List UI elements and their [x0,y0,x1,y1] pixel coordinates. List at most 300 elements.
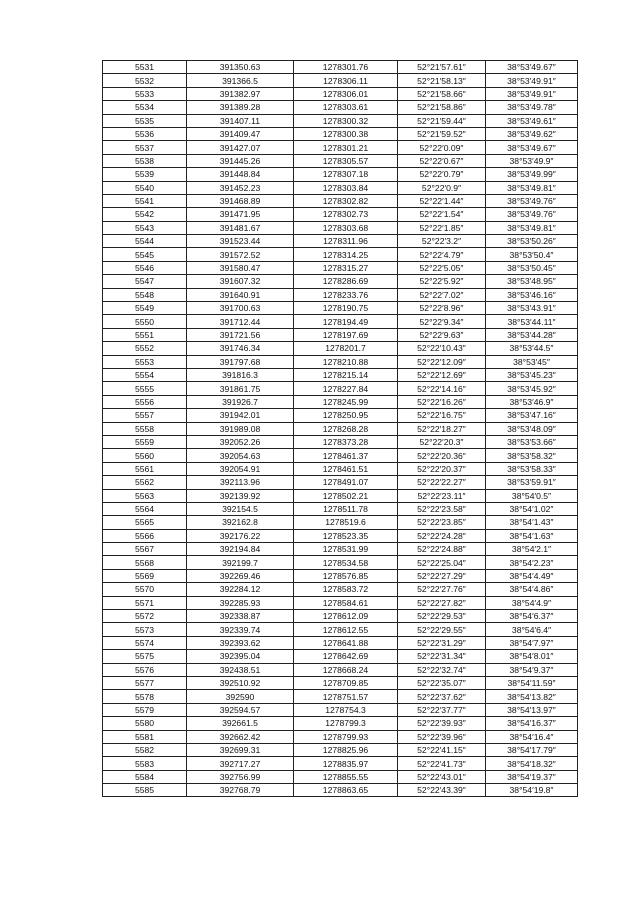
x-coordinate-cell: 391580.47 [187,261,294,274]
point-number-cell: 5576 [103,663,187,676]
latitude-cell: 52°22′1.44″ [398,194,486,207]
longitude-cell: 38°54′18.32″ [486,757,578,770]
point-number-cell: 5559 [103,435,187,448]
y-coordinate-cell: 1278612.09 [294,610,398,623]
longitude-cell: 38°54′11.59″ [486,676,578,689]
longitude-cell: 38°53′49.61″ [486,114,578,127]
x-coordinate-cell: 392590 [187,690,294,703]
x-coordinate-cell: 392756.99 [187,770,294,783]
x-coordinate-cell: 392395.04 [187,650,294,663]
longitude-cell: 38°53′44.5″ [486,342,578,355]
table-row [103,703,578,716]
x-coordinate-cell: 392194.84 [187,543,294,556]
y-coordinate-cell: 1278461.51 [294,462,398,475]
y-coordinate-cell: 1278311.96 [294,235,398,248]
point-number-cell: 5584 [103,770,187,783]
latitude-cell: 52°22′4.79″ [398,248,486,261]
point-number-cell: 5580 [103,717,187,730]
latitude-cell: 52°21′59.52″ [398,127,486,140]
y-coordinate-cell: 1278215.14 [294,368,398,381]
x-coordinate-cell: 391409.47 [187,127,294,140]
x-coordinate-cell: 392054.63 [187,449,294,462]
y-coordinate-cell: 1278194.49 [294,315,398,328]
longitude-cell: 38°54′9.37″ [486,663,578,676]
table-row [103,435,578,448]
latitude-cell: 52°22′20.36″ [398,449,486,462]
latitude-cell: 52°22′23.58″ [398,502,486,515]
x-coordinate-cell: 391350.63 [187,61,294,74]
latitude-cell: 52°22′27.76″ [398,583,486,596]
table-row [103,355,578,368]
y-coordinate-cell: 1278314.25 [294,248,398,261]
y-coordinate-cell: 1278197.69 [294,328,398,341]
y-coordinate-cell: 1278825.96 [294,743,398,756]
table-row [103,757,578,770]
longitude-cell: 38°54′4.9″ [486,596,578,609]
y-coordinate-cell: 1278642.69 [294,650,398,663]
longitude-cell: 38°53′58.32″ [486,449,578,462]
x-coordinate-cell: 391366.5 [187,74,294,87]
table-row [103,596,578,609]
x-coordinate-cell: 392510.92 [187,676,294,689]
latitude-cell: 52°22′27.29″ [398,569,486,582]
longitude-cell: 38°53′50.45″ [486,261,578,274]
point-number-cell: 5579 [103,703,187,716]
point-number-cell: 5553 [103,355,187,368]
point-number-cell: 5555 [103,382,187,395]
longitude-cell: 38°54′13.97″ [486,703,578,716]
table-row [103,650,578,663]
point-number-cell: 5544 [103,235,187,248]
latitude-cell: 52°22′5.92″ [398,275,486,288]
y-coordinate-cell: 1278303.84 [294,181,398,194]
table-row [103,61,578,74]
point-number-cell: 5573 [103,623,187,636]
y-coordinate-cell: 1278303.61 [294,101,398,114]
latitude-cell: 52°22′43.01″ [398,770,486,783]
longitude-cell: 38°54′7.97″ [486,636,578,649]
point-number-cell: 5552 [103,342,187,355]
x-coordinate-cell: 392339.74 [187,623,294,636]
table-row [103,275,578,288]
latitude-cell: 52°22′35.07″ [398,676,486,689]
table-row [103,208,578,221]
point-number-cell: 5578 [103,690,187,703]
point-number-cell: 5570 [103,583,187,596]
point-number-cell: 5577 [103,676,187,689]
longitude-cell: 38°53′49.67″ [486,61,578,74]
x-coordinate-cell: 391926.7 [187,395,294,408]
x-coordinate-cell: 392285.93 [187,596,294,609]
latitude-cell: 52°21′58.86″ [398,101,486,114]
latitude-cell: 52°22′31.29″ [398,636,486,649]
y-coordinate-cell: 1278583.72 [294,583,398,596]
point-number-cell: 5565 [103,516,187,529]
latitude-cell: 52°22′20.37″ [398,462,486,475]
point-number-cell: 5557 [103,409,187,422]
x-coordinate-cell: 391481.67 [187,221,294,234]
point-number-cell: 5540 [103,181,187,194]
x-coordinate-cell: 391721.56 [187,328,294,341]
point-number-cell: 5554 [103,368,187,381]
latitude-cell: 52°22′3.2″ [398,235,486,248]
latitude-cell: 52°22′23.11″ [398,489,486,502]
latitude-cell: 52°22′10.43″ [398,342,486,355]
x-coordinate-cell: 392594.57 [187,703,294,716]
longitude-cell: 38°53′53.66″ [486,435,578,448]
longitude-cell: 38°53′43.91″ [486,302,578,315]
longitude-cell: 38°53′49.91″ [486,74,578,87]
latitude-cell: 52°21′58.66″ [398,87,486,100]
latitude-cell: 52°22′9.34″ [398,315,486,328]
longitude-cell: 38°54′17.79″ [486,743,578,756]
y-coordinate-cell: 1278201.7 [294,342,398,355]
longitude-cell: 38°53′49.76″ [486,194,578,207]
table-row [103,248,578,261]
y-coordinate-cell: 1278301.76 [294,61,398,74]
point-number-cell: 5581 [103,730,187,743]
point-number-cell: 5548 [103,288,187,301]
point-number-cell: 5543 [103,221,187,234]
coordinates-table [102,60,578,797]
point-number-cell: 5551 [103,328,187,341]
y-coordinate-cell: 1278268.28 [294,422,398,435]
point-number-cell: 5567 [103,543,187,556]
y-coordinate-cell: 1278855.55 [294,770,398,783]
x-coordinate-cell: 391448.84 [187,168,294,181]
x-coordinate-cell: 391861.75 [187,382,294,395]
x-coordinate-cell: 391746.34 [187,342,294,355]
point-number-cell: 5575 [103,650,187,663]
y-coordinate-cell: 1278584.61 [294,596,398,609]
longitude-cell: 38°53′49.67″ [486,141,578,154]
longitude-cell: 38°54′1.43″ [486,516,578,529]
table-row [103,154,578,167]
point-number-cell: 5542 [103,208,187,221]
point-number-cell: 5568 [103,556,187,569]
table-row [103,288,578,301]
table-row [103,368,578,381]
x-coordinate-cell: 391468.89 [187,194,294,207]
table-row [103,569,578,582]
y-coordinate-cell: 1278576.85 [294,569,398,582]
longitude-cell: 38°53′49.78″ [486,101,578,114]
table-row [103,302,578,315]
longitude-cell: 38°54′6.4″ [486,623,578,636]
y-coordinate-cell: 1278863.65 [294,784,398,797]
point-number-cell: 5546 [103,261,187,274]
longitude-cell: 38°53′46.16″ [486,288,578,301]
x-coordinate-cell: 391523.44 [187,235,294,248]
longitude-cell: 38°53′44.28″ [486,328,578,341]
point-number-cell: 5562 [103,476,187,489]
point-number-cell: 5564 [103,502,187,515]
x-coordinate-cell: 391816.3 [187,368,294,381]
latitude-cell: 52°22′7.02″ [398,288,486,301]
y-coordinate-cell: 1278531.99 [294,543,398,556]
latitude-cell: 52°22′1.85″ [398,221,486,234]
table-row [103,422,578,435]
x-coordinate-cell: 392717.27 [187,757,294,770]
longitude-cell: 38°54′1.02″ [486,502,578,515]
point-number-cell: 5538 [103,154,187,167]
longitude-cell: 38°54′1.63″ [486,529,578,542]
y-coordinate-cell: 1278523.35 [294,529,398,542]
longitude-cell: 38°53′47.16″ [486,409,578,422]
y-coordinate-cell: 1278641.88 [294,636,398,649]
point-number-cell: 5560 [103,449,187,462]
table-row [103,328,578,341]
point-number-cell: 5547 [103,275,187,288]
point-number-cell: 5571 [103,596,187,609]
table-row [103,489,578,502]
longitude-cell: 38°53′59.91″ [486,476,578,489]
latitude-cell: 52°22′16.26″ [398,395,486,408]
latitude-cell: 52°21′58.13″ [398,74,486,87]
latitude-cell: 52°22′12.09″ [398,355,486,368]
table-row [103,623,578,636]
point-number-cell: 5572 [103,610,187,623]
y-coordinate-cell: 1278190.75 [294,302,398,315]
y-coordinate-cell: 1278245.99 [294,395,398,408]
table-body [103,61,578,797]
y-coordinate-cell: 1278754.3 [294,703,398,716]
latitude-cell: 52°21′59.44″ [398,114,486,127]
y-coordinate-cell: 1278307.18 [294,168,398,181]
x-coordinate-cell: 392662.42 [187,730,294,743]
longitude-cell: 38°54′13.82″ [486,690,578,703]
longitude-cell: 38°53′49.91″ [486,87,578,100]
longitude-cell: 38°53′50.4″ [486,248,578,261]
y-coordinate-cell: 1278461.37 [294,449,398,462]
longitude-cell: 38°54′8.01″ [486,650,578,663]
latitude-cell: 52°22′16.75″ [398,409,486,422]
table-row [103,101,578,114]
x-coordinate-cell: 391572.52 [187,248,294,261]
latitude-cell: 52°21′57.61″ [398,61,486,74]
latitude-cell: 52°22′31.34″ [398,650,486,663]
table-row [103,194,578,207]
point-number-cell: 5566 [103,529,187,542]
longitude-cell: 38°53′49.81″ [486,181,578,194]
longitude-cell: 38°53′46.9″ [486,395,578,408]
table-row [103,663,578,676]
longitude-cell: 38°54′19.37″ [486,770,578,783]
latitude-cell: 52°22′0.9″ [398,181,486,194]
x-coordinate-cell: 392338.87 [187,610,294,623]
y-coordinate-cell: 1278709.85 [294,676,398,689]
x-coordinate-cell: 392661.5 [187,717,294,730]
x-coordinate-cell: 391712.44 [187,315,294,328]
longitude-cell: 38°54′6.37″ [486,610,578,623]
y-coordinate-cell: 1278502.21 [294,489,398,502]
table-row [103,382,578,395]
table-row [103,127,578,140]
x-coordinate-cell: 392284.12 [187,583,294,596]
longitude-cell: 38°53′49.81″ [486,221,578,234]
y-coordinate-cell: 1278250.95 [294,409,398,422]
y-coordinate-cell: 1278751.57 [294,690,398,703]
x-coordinate-cell: 392176.22 [187,529,294,542]
table-row [103,717,578,730]
latitude-cell: 52°22′39.96″ [398,730,486,743]
latitude-cell: 52°22′12.69″ [398,368,486,381]
table-row [103,74,578,87]
x-coordinate-cell: 391797.68 [187,355,294,368]
y-coordinate-cell: 1278519.6 [294,516,398,529]
x-coordinate-cell: 392154.5 [187,502,294,515]
x-coordinate-cell: 391427.07 [187,141,294,154]
point-number-cell: 5585 [103,784,187,797]
table-row [103,168,578,181]
x-coordinate-cell: 391389.28 [187,101,294,114]
table-row [103,690,578,703]
longitude-cell: 38°53′50.26″ [486,235,578,248]
latitude-cell: 52°22′20.3″ [398,435,486,448]
latitude-cell: 52°22′41.73″ [398,757,486,770]
point-number-cell: 5556 [103,395,187,408]
longitude-cell: 38°53′49.76″ [486,208,578,221]
table-row [103,221,578,234]
table-row [103,235,578,248]
longitude-cell: 38°54′16.4″ [486,730,578,743]
table-row [103,462,578,475]
y-coordinate-cell: 1278306.11 [294,74,398,87]
y-coordinate-cell: 1278612.55 [294,623,398,636]
x-coordinate-cell: 391452.23 [187,181,294,194]
table-row [103,529,578,542]
y-coordinate-cell: 1278301.21 [294,141,398,154]
x-coordinate-cell: 392699.31 [187,743,294,756]
x-coordinate-cell: 392054.91 [187,462,294,475]
y-coordinate-cell: 1278491.07 [294,476,398,489]
longitude-cell: 38°53′45″ [486,355,578,368]
point-number-cell: 5539 [103,168,187,181]
longitude-cell: 38°53′45.23″ [486,368,578,381]
latitude-cell: 52°22′14.16″ [398,382,486,395]
longitude-cell: 38°54′16.37″ [486,717,578,730]
latitude-cell: 52°22′27.82″ [398,596,486,609]
table-row [103,315,578,328]
table-row [103,556,578,569]
point-number-cell: 5549 [103,302,187,315]
y-coordinate-cell: 1278303.68 [294,221,398,234]
longitude-cell: 38°53′45.92″ [486,382,578,395]
latitude-cell: 52°22′0.67″ [398,154,486,167]
table-row [103,261,578,274]
point-number-cell: 5558 [103,422,187,435]
latitude-cell: 52°22′32.74″ [398,663,486,676]
table-row [103,583,578,596]
latitude-cell: 52°22′5.05″ [398,261,486,274]
x-coordinate-cell: 392269.46 [187,569,294,582]
latitude-cell: 52°22′41.15″ [398,743,486,756]
longitude-cell: 38°53′48.09″ [486,422,578,435]
point-number-cell: 5561 [103,462,187,475]
y-coordinate-cell: 1278306.01 [294,87,398,100]
point-number-cell: 5569 [103,569,187,582]
latitude-cell: 52°22′1.54″ [398,208,486,221]
longitude-cell: 38°54′4.49″ [486,569,578,582]
latitude-cell: 52°22′9.63″ [398,328,486,341]
longitude-cell: 38°54′4.86″ [486,583,578,596]
x-coordinate-cell: 392113.96 [187,476,294,489]
latitude-cell: 52°22′0.79″ [398,168,486,181]
x-coordinate-cell: 391700.63 [187,302,294,315]
table-row [103,610,578,623]
point-number-cell: 5536 [103,127,187,140]
table-row [103,114,578,127]
table-row [103,476,578,489]
latitude-cell: 52°22′24.88″ [398,543,486,556]
table-row [103,770,578,783]
y-coordinate-cell: 1278302.82 [294,194,398,207]
y-coordinate-cell: 1278373.28 [294,435,398,448]
y-coordinate-cell: 1278835.97 [294,757,398,770]
table-row [103,676,578,689]
x-coordinate-cell: 392162.8 [187,516,294,529]
longitude-cell: 38°53′58.33″ [486,462,578,475]
point-number-cell: 5535 [103,114,187,127]
latitude-cell: 52°22′43.39″ [398,784,486,797]
y-coordinate-cell: 1278300.32 [294,114,398,127]
table-row [103,409,578,422]
point-number-cell: 5541 [103,194,187,207]
longitude-cell: 38°53′49.9″ [486,154,578,167]
y-coordinate-cell: 1278227.84 [294,382,398,395]
table-row [103,730,578,743]
table-row [103,181,578,194]
table-row [103,636,578,649]
y-coordinate-cell: 1278799.3 [294,717,398,730]
table-row [103,516,578,529]
y-coordinate-cell: 1278315.27 [294,261,398,274]
latitude-cell: 52°22′25.04″ [398,556,486,569]
latitude-cell: 52°22′18.27″ [398,422,486,435]
y-coordinate-cell: 1278302.73 [294,208,398,221]
x-coordinate-cell: 392052.26 [187,435,294,448]
longitude-cell: 38°54′2.1″ [486,543,578,556]
x-coordinate-cell: 391471.95 [187,208,294,221]
table-row [103,342,578,355]
y-coordinate-cell: 1278305.57 [294,154,398,167]
latitude-cell: 52°22′37.62″ [398,690,486,703]
table-row [103,141,578,154]
x-coordinate-cell: 392393.62 [187,636,294,649]
longitude-cell: 38°54′0.5″ [486,489,578,502]
point-number-cell: 5532 [103,74,187,87]
y-coordinate-cell: 1278668.24 [294,663,398,676]
point-number-cell: 5537 [103,141,187,154]
x-coordinate-cell: 392199.7 [187,556,294,569]
latitude-cell: 52°22′39.93″ [398,717,486,730]
latitude-cell: 52°22′29.53″ [398,610,486,623]
y-coordinate-cell: 1278534.58 [294,556,398,569]
table-row [103,743,578,756]
longitude-cell: 38°54′2.23″ [486,556,578,569]
x-coordinate-cell: 391407.11 [187,114,294,127]
y-coordinate-cell: 1278300.38 [294,127,398,140]
latitude-cell: 52°22′0.09″ [398,141,486,154]
point-number-cell: 5583 [103,757,187,770]
x-coordinate-cell: 391989.08 [187,422,294,435]
y-coordinate-cell: 1278210.88 [294,355,398,368]
point-number-cell: 5545 [103,248,187,261]
x-coordinate-cell: 391445.26 [187,154,294,167]
point-number-cell: 5531 [103,61,187,74]
latitude-cell: 52°22′29.55″ [398,623,486,636]
table-row [103,87,578,100]
